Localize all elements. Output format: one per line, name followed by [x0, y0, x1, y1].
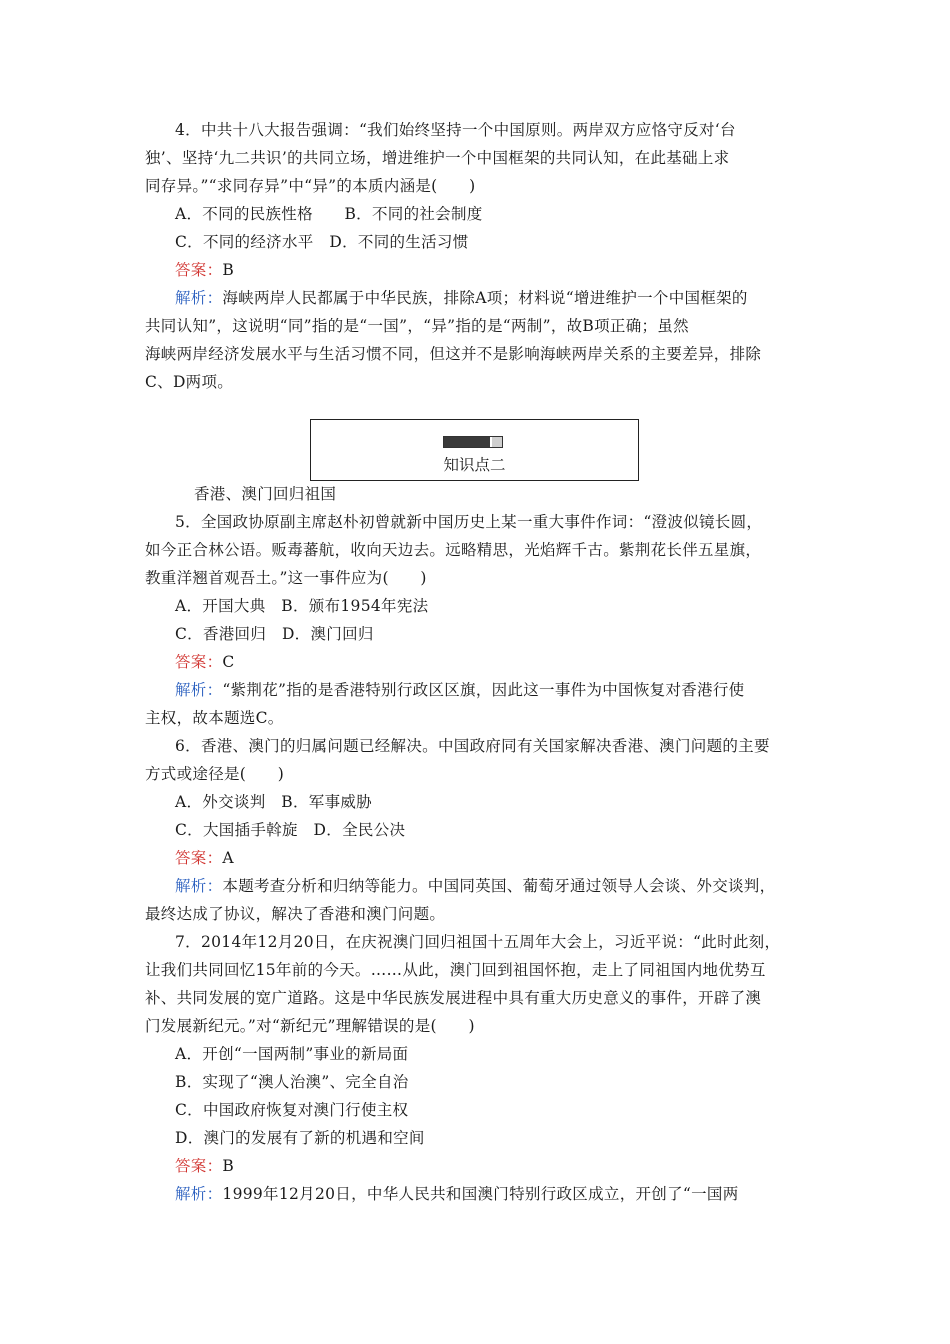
q4-analysis-line-3: 海峡两岸经济发展水平与生活习惯不同，但这并不是影响海峡两岸关系的主要差异，排除 — [145, 345, 762, 363]
q6-options-cd: C．大国插手斡旋 D．全民公决 — [175, 821, 406, 839]
answer-label: 答案： — [175, 849, 223, 867]
q6-stem-line-2: 方式或途径是( ) — [145, 765, 285, 783]
q6-answer — [175, 846, 234, 868]
q5-analysis-line-1 — [175, 678, 744, 700]
analysis-label: 解析： — [175, 289, 223, 307]
analysis-label: 解析： — [175, 681, 223, 699]
q4-analysis-line-1 — [175, 286, 748, 308]
q5-options-ab: A．开国大典 B．颁布1954年宪法 — [175, 597, 429, 615]
analysis-label: 解析： — [175, 1185, 223, 1203]
section-subtitle: 香港、澳门回归祖国 — [194, 485, 337, 503]
q7-option-b: B．实现了“澳人治澳”、完全自治 — [175, 1073, 409, 1091]
q7-option-a: A．开创“一国两制”事业的新局面 — [175, 1045, 409, 1063]
q4-options-cd: C．不同的经济水平 D．不同的生活习惯 — [175, 233, 469, 251]
analysis-text: “紫荆花”指的是香港特别行政区区旗，因此这一事件为中国恢复对香港行使 — [222, 681, 745, 699]
q7-option-d: D．澳门的发展有了新的机遇和空间 — [175, 1129, 425, 1147]
q4-analysis-line-2: 共同认知”，这说明“同”指的是“一国”，“异”指的是“两制”，故B项正确；虽然 — [145, 317, 689, 335]
q7-stem-line-4: 门发展新纪元。”对“新纪元”理解错误的是( ) — [145, 1017, 475, 1035]
q4-analysis-line-4: C、D两项。 — [145, 373, 234, 391]
q4-stem-line-3: 同存异。”“求同存异”中“异”的本质内涵是( ) — [145, 177, 476, 195]
q5-stem-line-3: 教重洋翘首观吾土。”这一事件应为( ) — [145, 569, 427, 587]
answer-value: B — [222, 1157, 235, 1175]
answer-label: 答案： — [175, 261, 223, 279]
q5-answer — [175, 650, 235, 672]
analysis-text: 1999年12月20日，中华人民共和国澳门特别行政区成立，开创了“一国两 — [222, 1185, 739, 1203]
q7-stem-line-2: 让我们共同回忆15年前的今天。……从此，澳门回到祖国怀抱，走上了同祖国内地优势互 — [145, 961, 766, 979]
section-title: 知识点二 — [443, 456, 506, 474]
q5-options-cd: C．香港回归 D．澳门回归 — [175, 625, 374, 643]
answer-label: 答案： — [175, 653, 223, 671]
answer-label: 答案： — [175, 1157, 223, 1175]
answer-value: A — [222, 849, 234, 867]
q4-options-ab: A．不同的民族性格 B．不同的社会制度 — [175, 205, 483, 223]
section-bar-graphic — [443, 436, 503, 448]
q4-stem-line-1: 4．中共十八大报告强调：“我们始终坚持一个中国原则。两岸双方应恪守反对‘台 — [175, 121, 736, 139]
answer-value: C — [222, 653, 235, 671]
q6-analysis-line-1 — [175, 874, 775, 896]
answer-value: B — [222, 261, 235, 279]
q5-stem-line-2: 如今正合林公语。贩毒蕃航，收向天边去。远略精思，光焰辉千古。紫荆花长伴五星旗， — [145, 541, 762, 559]
q7-answer — [175, 1154, 234, 1176]
q4-answer — [175, 258, 234, 280]
q5-stem-line-1: 5．全国政协原副主席赵朴初曾就新中国历史上某一重大事件作词：“澄波似镜长圆， — [175, 513, 763, 531]
section-header-box — [310, 419, 639, 481]
q4-stem-line-2: 独’、坚持‘九二共识’的共同立场，增进维护一个中国框架的共同认知，在此基础上求 — [145, 149, 730, 167]
q7-analysis-line-1 — [175, 1182, 739, 1204]
q7-option-c: C．中国政府恢复对澳门行使主权 — [175, 1101, 409, 1119]
q6-options-ab: A．外交谈判 B．军事威胁 — [175, 793, 372, 811]
q6-stem-line-1: 6．香港、澳门的归属问题已经解决。中国政府同有关国家解决香港、澳门问题的主要 — [175, 737, 770, 755]
q6-analysis-line-2: 最终达成了协议，解决了香港和澳门问题。 — [145, 905, 446, 923]
analysis-text: 本题考查分析和归纳等能力。中国同英国、葡萄牙通过领导人会谈、外交谈判， — [222, 877, 776, 895]
q5-analysis-line-2: 主权，故本题选C。 — [145, 709, 284, 727]
analysis-text: 海峡两岸人民都属于中华民族，排除A项；材料说“增进维护一个中国框架的 — [222, 289, 748, 307]
q7-stem-line-1: 7．2014年12月20日，在庆祝澳门回归祖国十五周年大会上，习近平说：“此时此刻， — [175, 933, 781, 951]
analysis-label: 解析： — [175, 877, 223, 895]
q7-stem-line-3: 补、共同发展的宽广道路。这是中华民族发展进程中具有重大历史意义的事件，开辟了澳 — [145, 989, 762, 1007]
